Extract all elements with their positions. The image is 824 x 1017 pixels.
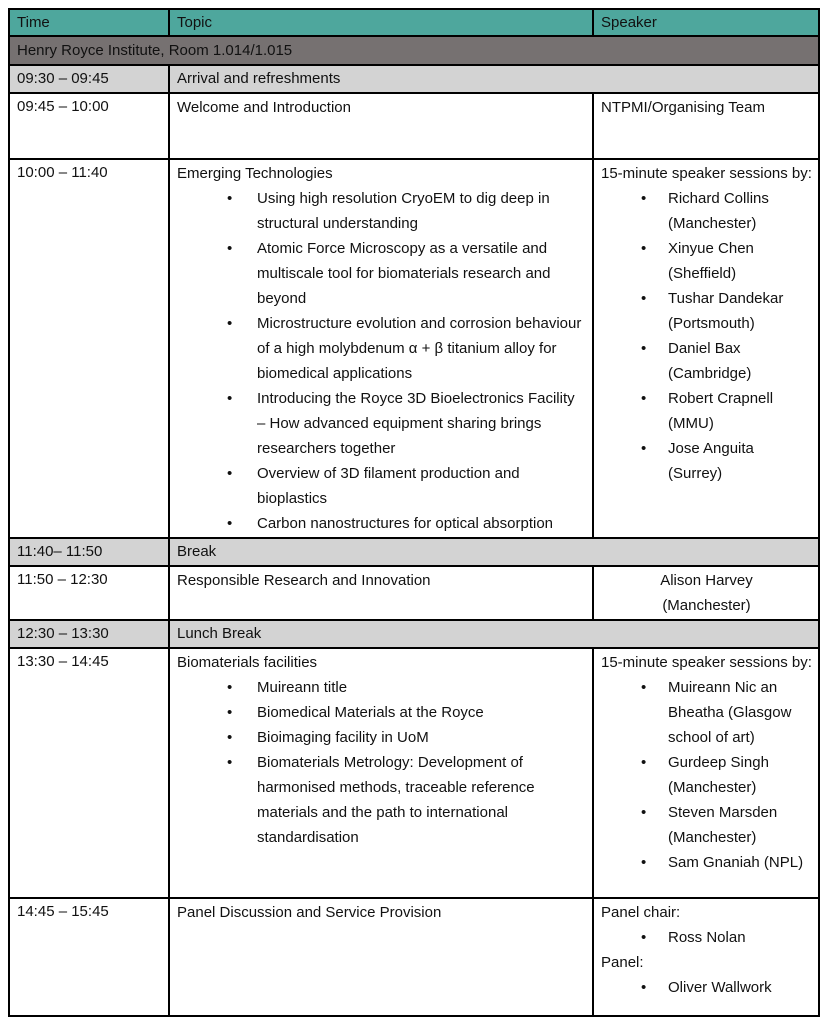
- bullet-text: Biomedical Materials at the Royce: [257, 704, 484, 721]
- topic-title: Panel Discussion and Service Provision: [177, 904, 442, 921]
- topic-bullet-item: [225, 511, 586, 536]
- bullet-icon: •: [641, 440, 647, 457]
- bullet-text: Ross Nolan: [668, 929, 746, 946]
- section-label-cell: [169, 65, 819, 93]
- section-label: Lunch Break: [177, 625, 262, 642]
- time-cell: 10:00 – 11:40: [9, 159, 169, 538]
- bullet-icon: •: [641, 854, 647, 871]
- bullet-text: Bioimaging facility in UoM: [257, 729, 429, 746]
- bullet-icon: •: [227, 390, 233, 407]
- speaker-bullet-item: [639, 925, 812, 950]
- speaker-text: NTPMI/Organising Team: [601, 99, 765, 116]
- bullet-text: Daniel Bax (Cambridge): [668, 340, 752, 382]
- topic-bullet-item: [225, 186, 586, 236]
- topic-bullet-item: [225, 750, 586, 850]
- time-cell: 14:45 – 15:45: [9, 898, 169, 1016]
- bullet-text: Using high resolution CryoEM to dig deep in structural understanding: [257, 190, 550, 232]
- bullet-text: Richard Collins (Manchester): [668, 190, 769, 232]
- bullet-list: [639, 675, 812, 875]
- table-header: [9, 9, 819, 36]
- section-label-cell: [169, 538, 819, 566]
- section-label-cell: [169, 620, 819, 648]
- venue-row: [9, 36, 819, 65]
- bullet-icon: •: [641, 804, 647, 821]
- topic-title: Emerging Technologies: [177, 165, 333, 182]
- bullet-text: Overview of 3D filament production and bioplastics: [257, 465, 520, 507]
- bullet-text: Microstructure evolution and corrosion behaviour of a high molybdenum α + β titanium alloy for biomedical applications: [257, 315, 582, 382]
- speaker-cell: [593, 648, 819, 898]
- bullet-text: Atomic Force Microscopy as a versatile and multiscale tool for biomaterials research and beyond: [257, 240, 551, 307]
- bullet-text: Robert Crapnell (MMU): [668, 390, 774, 432]
- speaker-text: Panel chair:: [601, 904, 681, 921]
- speaker-cell: [593, 93, 819, 159]
- speaker-cell: [593, 159, 819, 538]
- section-label: Break: [177, 543, 217, 560]
- time-cell: 12:30 – 13:30: [9, 620, 169, 648]
- speaker-text: Panel:: [601, 954, 644, 971]
- topic-bullet-item: [225, 386, 586, 461]
- session-row: [9, 93, 819, 159]
- bullet-text: Biomaterials Metrology: Development of harmonised methods, traceable reference materials and the path to international standardisation: [257, 754, 535, 846]
- speaker-cell: [593, 898, 819, 1016]
- bullet-text: Introducing the Royce 3D Bioelectronics Facility – How advanced equipment sharing brings researchers together: [257, 390, 575, 457]
- time-cell: 13:30 – 14:45: [9, 648, 169, 898]
- bullet-icon: •: [641, 190, 647, 207]
- topic-bullet-item: [225, 311, 586, 386]
- topic-cell: [169, 566, 593, 620]
- session-row: [9, 648, 819, 898]
- section-label: Arrival and refreshments: [177, 70, 341, 87]
- speaker-bullet-item: [639, 800, 812, 850]
- bullet-icon: •: [641, 754, 647, 771]
- venue-cell: [9, 36, 819, 65]
- schedule-table: [8, 8, 820, 1017]
- bullet-list: [639, 975, 812, 1000]
- speaker-text-line: Alison Harvey: [660, 572, 753, 589]
- bullet-icon: •: [227, 240, 233, 257]
- speaker-text-line: (Manchester): [662, 597, 751, 614]
- column-header-speaker: Speaker: [593, 9, 819, 36]
- topic-bullet-item: [225, 461, 586, 511]
- bullet-icon: •: [641, 340, 647, 357]
- topic-bullet-item: [225, 700, 586, 725]
- time-cell: 11:40– 11:50: [9, 538, 169, 566]
- speaker-bullet-item: [639, 286, 812, 336]
- speaker-bullet-item: [639, 975, 812, 1000]
- speaker-text: 15-minute speaker sessions by:: [601, 165, 812, 182]
- topic-cell: [169, 898, 593, 1016]
- speaker-bullet-item: [639, 750, 812, 800]
- bullet-text: Gurdeep Singh (Manchester): [668, 754, 769, 796]
- bullet-icon: •: [227, 515, 233, 532]
- topic-bullet-item: [225, 725, 586, 750]
- bullet-text: Carbon nanostructures for optical absorption: [257, 515, 554, 532]
- topic-title: Biomaterials facilities: [177, 654, 318, 671]
- column-header-time: Time: [9, 9, 169, 36]
- bullet-icon: •: [641, 979, 647, 996]
- topic-cell: [169, 159, 593, 538]
- session-row: [9, 898, 819, 1016]
- bullet-icon: •: [641, 679, 647, 696]
- time-cell: 09:30 – 09:45: [9, 65, 169, 93]
- bullet-list: [639, 925, 812, 950]
- bullet-text: Muireann title: [257, 679, 348, 696]
- table-body: [9, 36, 819, 1016]
- speaker-bullet-item: [639, 336, 812, 386]
- bullet-icon: •: [227, 754, 233, 771]
- speaker-text: 15-minute speaker sessions by:: [601, 654, 812, 671]
- bullet-list: [639, 186, 812, 486]
- bullet-text: Steven Marsden (Manchester): [668, 804, 778, 846]
- time-cell: 09:45 – 10:00: [9, 93, 169, 159]
- speaker-bullet-item: [639, 436, 812, 486]
- topic-bullet-item: [225, 236, 586, 311]
- bullet-text: Oliver Wallwork: [668, 979, 772, 996]
- bullet-icon: •: [227, 704, 233, 721]
- bullet-icon: •: [227, 729, 233, 746]
- bullet-icon: •: [641, 929, 647, 946]
- bullet-list: [225, 675, 586, 850]
- speaker-bullet-item: [639, 386, 812, 436]
- topic-cell: [169, 648, 593, 898]
- header-row: [9, 9, 819, 36]
- session-row: [9, 566, 819, 620]
- bullet-text: Jose Anguita (Surrey): [668, 440, 754, 482]
- section-row: [9, 620, 819, 648]
- speaker-cell: [593, 566, 819, 620]
- speaker-bullet-item: [639, 236, 812, 286]
- bullet-text: Xinyue Chen (Sheffield): [668, 240, 754, 282]
- topic-title: Responsible Research and Innovation: [177, 572, 431, 589]
- bullet-icon: •: [227, 190, 233, 207]
- topic-cell: [169, 93, 593, 159]
- bullet-text: Tushar Dandekar (Portsmouth): [668, 290, 784, 332]
- bullet-icon: •: [641, 240, 647, 257]
- time-cell: 11:50 – 12:30: [9, 566, 169, 620]
- speaker-bullet-item: [639, 850, 812, 875]
- session-row: [9, 159, 819, 538]
- column-header-topic: Topic: [169, 9, 593, 36]
- bullet-text: Sam Gnaniah (NPL): [668, 854, 804, 871]
- bullet-list: [225, 186, 586, 536]
- topic-bullet-item: [225, 675, 586, 700]
- bullet-icon: •: [641, 290, 647, 307]
- speaker-bullet-item: [639, 186, 812, 236]
- speaker-bullet-item: [639, 675, 812, 750]
- bullet-icon: •: [227, 465, 233, 482]
- topic-title: Welcome and Introduction: [177, 99, 351, 116]
- bullet-text: Muireann Nic an Bheatha (Glasgow school of art): [668, 679, 792, 746]
- section-row: [9, 538, 819, 566]
- section-row: [9, 65, 819, 93]
- bullet-icon: •: [641, 390, 647, 407]
- bullet-icon: •: [227, 679, 233, 696]
- bullet-icon: •: [227, 315, 233, 332]
- venue-label: Henry Royce Institute, Room 1.014/1.015: [17, 42, 293, 59]
